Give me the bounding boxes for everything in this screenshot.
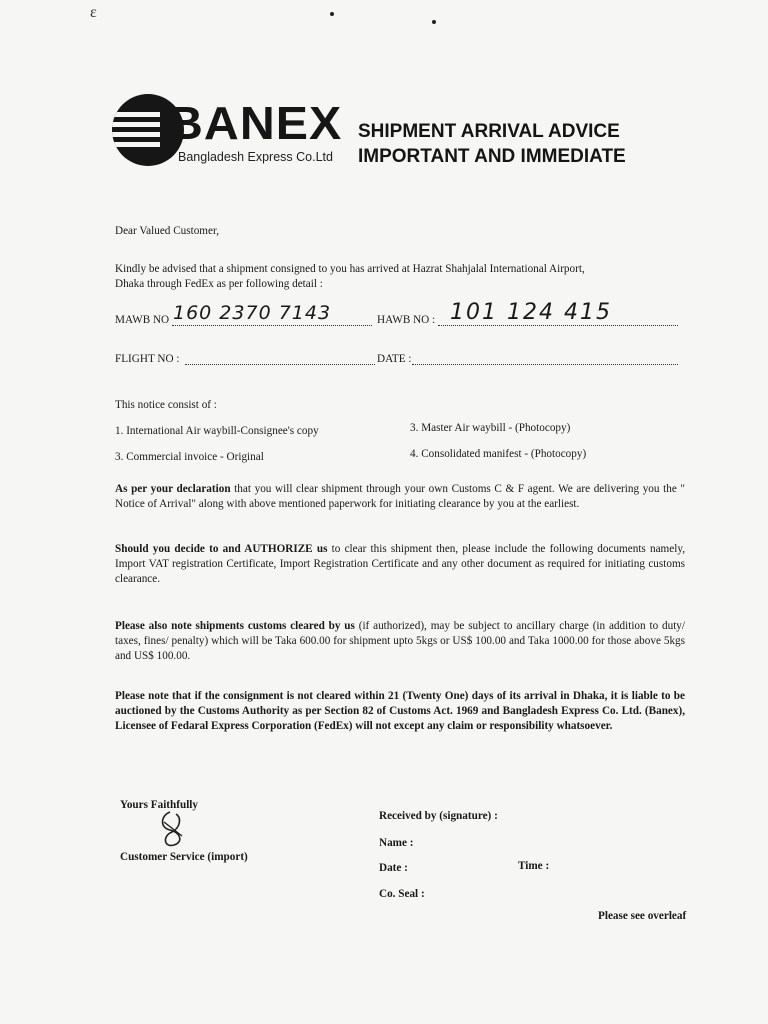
date-line	[412, 364, 678, 365]
flight-label: FLIGHT NO :	[115, 353, 180, 365]
intro-line-1: Kindly be advised that a shipment consigned to you has arrived at Hazrat Shahjalal International Airport,	[115, 263, 585, 275]
yours-faithfully: Yours Faithfully	[120, 799, 199, 811]
mawb-label: MAWB NO	[115, 314, 170, 326]
declaration-text: that you will clear shipment through your own Customs C & F agent. We are delivering you the " Notice of Arrival" along with above mentioned paperwork for initiating clearance by you at the earliest.	[115, 483, 685, 510]
speck-mark	[432, 20, 436, 24]
company-seal-label: Co. Seal :	[379, 888, 425, 900]
handwritten-signature	[156, 808, 190, 848]
declaration-lead: As per your declaration	[115, 483, 231, 495]
receipt-date-label: Date :	[379, 862, 408, 874]
received-by-label: Received by (signature) :	[379, 810, 498, 822]
auction-warning-paragraph: Please note that if the consignment is not cleared within 21 (Twenty One) days of its arrival in Dhaka, it is liable to be auctioned by the Customs Authority as per Section 82 of Customs Act. 1969 and Bangladesh Express Co. Ltd. (Banex), Licensee of Fedaral Express Corporation (FedEx) will not except any claim or responsibility whatsoever.	[115, 690, 685, 732]
notice-item: 3. Master Air waybill - (Photocopy)	[410, 422, 571, 434]
brand-subtitle: Bangladesh Express Co.Ltd	[178, 150, 333, 164]
hawb-line	[438, 325, 678, 326]
overleaf-note: Please see overleaf	[598, 910, 687, 922]
hawb-label: HAWB NO :	[377, 314, 436, 326]
mawb-line	[172, 325, 372, 326]
flight-line	[185, 364, 375, 365]
name-label: Name :	[379, 837, 414, 849]
document-subtitle: IMPORTANT AND IMMEDIATE	[358, 146, 626, 167]
declaration-paragraph	[115, 482, 685, 512]
charges-lead: Please also note shipments customs cleared by us	[115, 620, 355, 632]
document-title: SHIPMENT ARRIVAL ADVICE	[358, 121, 620, 142]
charges-paragraph	[115, 619, 685, 664]
time-label: Time :	[518, 860, 550, 872]
authorize-text: to clear this shipment then, please include the following documents namely, Import VAT registration Certificate, Import Registration Certificate and any other document as required for initiating customs clearance.	[115, 543, 685, 585]
charges-text: (if authorized), may be subject to ancillary charge (in addition to duty/ taxes, fines/ penalty) which will be Taka 600.00 for shipment upto 5kgs or US$ 100.00 and Taka 1000.00 for those above 5kgs and US$ 100.00.	[115, 620, 686, 662]
corner-scribble: ɛ	[90, 4, 97, 21]
banex-logo	[112, 94, 343, 172]
authorize-lead: Should you decide to and AUTHORIZE us	[115, 543, 328, 555]
speck-mark	[330, 12, 334, 16]
mawb-value: 160 2370 7143	[173, 302, 332, 324]
notice-item: 1. International Air waybill-Consignee's copy	[115, 425, 319, 437]
notice-item: 3. Commercial invoice - Original	[115, 451, 264, 463]
salutation: Dear Valued Customer,	[115, 225, 220, 237]
notice-heading: This notice consist of :	[115, 399, 217, 411]
date-label: DATE :	[377, 353, 412, 365]
intro-line-2: Dhaka through FedEx as per following detail :	[115, 278, 323, 290]
hawb-value: 101 124 415	[450, 300, 612, 325]
brand-name: BANEX	[168, 97, 343, 149]
signer-title: Customer Service (import)	[120, 851, 248, 863]
authorize-paragraph	[115, 542, 685, 587]
notice-item: 4. Consolidated manifest - (Photocopy)	[410, 448, 587, 460]
